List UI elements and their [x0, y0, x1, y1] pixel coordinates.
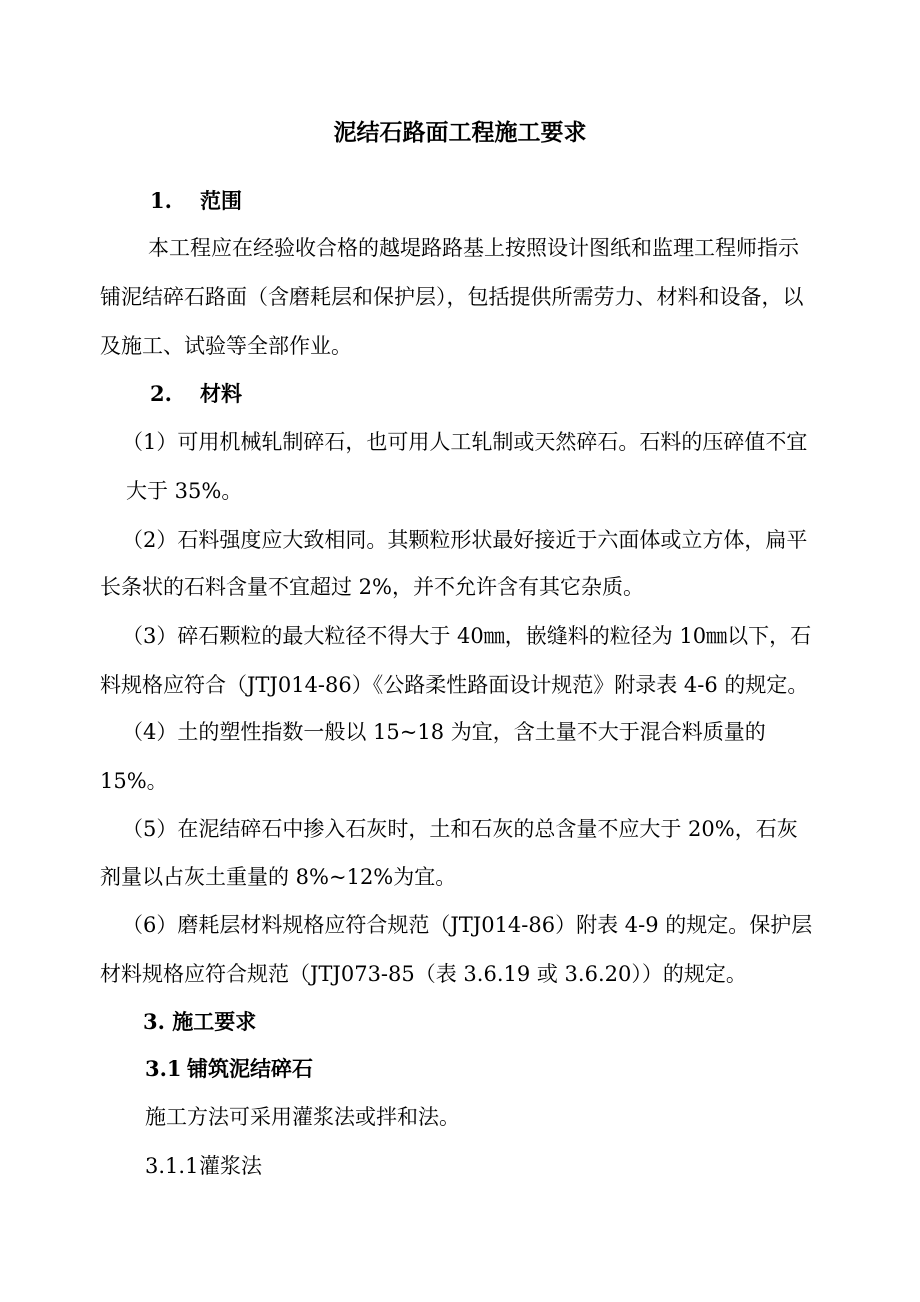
material-item-5-line-2: 剂量以占灰土重量的 8%~12%为宜。 — [100, 865, 457, 889]
section-2-title: 材料 — [200, 381, 242, 406]
subsection-3-1-1-number: 3.1.1 — [145, 1154, 199, 1178]
page-title: 泥结石路面工程施工要求 — [333, 119, 587, 146]
material-item-2-line-1: （2）石料强度应大致相同。其颗粒形状最好接近于六面体或立方体，扁平 — [122, 528, 808, 552]
paragraph-line: 及施工、试验等全部作业。 — [100, 334, 352, 358]
section-2-number: 2. — [150, 381, 172, 406]
material-item-6-line-1: （6）磨耗层材料规格应符合规范（JTJ014-86）附表 4-9 的规定。保护层 — [122, 913, 813, 937]
material-item-2-line-2: 长条状的石料含量不宜超过 2%，并不允许含有其它杂质。 — [100, 575, 644, 599]
section-2-heading — [150, 381, 242, 407]
section-1-title: 范围 — [200, 188, 242, 213]
material-item-4-line-2: 15%。 — [100, 769, 168, 793]
subsection-3-1-title: 铺筑泥结碎石 — [187, 1056, 313, 1081]
subsection-3-1-1-title: 灌浆法 — [199, 1154, 262, 1178]
material-item-1-line-1: （1）可用机械轧制碎石，也可用人工轧制或天然碎石。石料的压碎值不宜 — [122, 430, 808, 454]
section-1-number: 1. — [150, 188, 172, 213]
material-item-3-line-1: （3）碎石颗粒的最大粒径不得大于 40㎜，嵌缝料的粒径为 10㎜以下，石 — [122, 624, 812, 648]
material-item-1-line-2: 大于 35%。 — [126, 479, 243, 503]
paragraph-line: 本工程应在经验收合格的越堤路路基上按照设计图纸和监理工程师指示 — [148, 236, 799, 260]
method-paragraph: 施工方法可采用灌浆法或拌和法。 — [145, 1105, 460, 1129]
material-item-4-line-1: （4）土的塑性指数一般以 15~18 为宜，含土量不大于混合料质量的 — [122, 720, 766, 744]
section-3-heading: 3. 施工要求 — [143, 1009, 257, 1034]
material-item-6-line-2: 材料规格应符合规范（JTJ073-85（表 3.6.19 或 3.6.20））的规定。 — [100, 962, 747, 986]
subsection-3-1-number: 3.1 — [145, 1056, 182, 1081]
material-item-5-line-1: （5）在泥结碎石中掺入石灰时，土和石灰的总含量不应大于 20%，石灰 — [122, 817, 798, 841]
section-1-heading — [150, 188, 242, 214]
subsection-3-1-1-heading — [145, 1153, 262, 1179]
paragraph-line: 铺泥结碎石路面（含磨耗层和保护层），包括提供所需劳力、材料和设备，以 — [100, 285, 804, 309]
material-item-3-line-2: 料规格应符合（JTJ014-86）《公路柔性路面设计规范》附录表 4-6 的规定。 — [100, 673, 809, 697]
subsection-3-1-heading — [145, 1056, 313, 1082]
